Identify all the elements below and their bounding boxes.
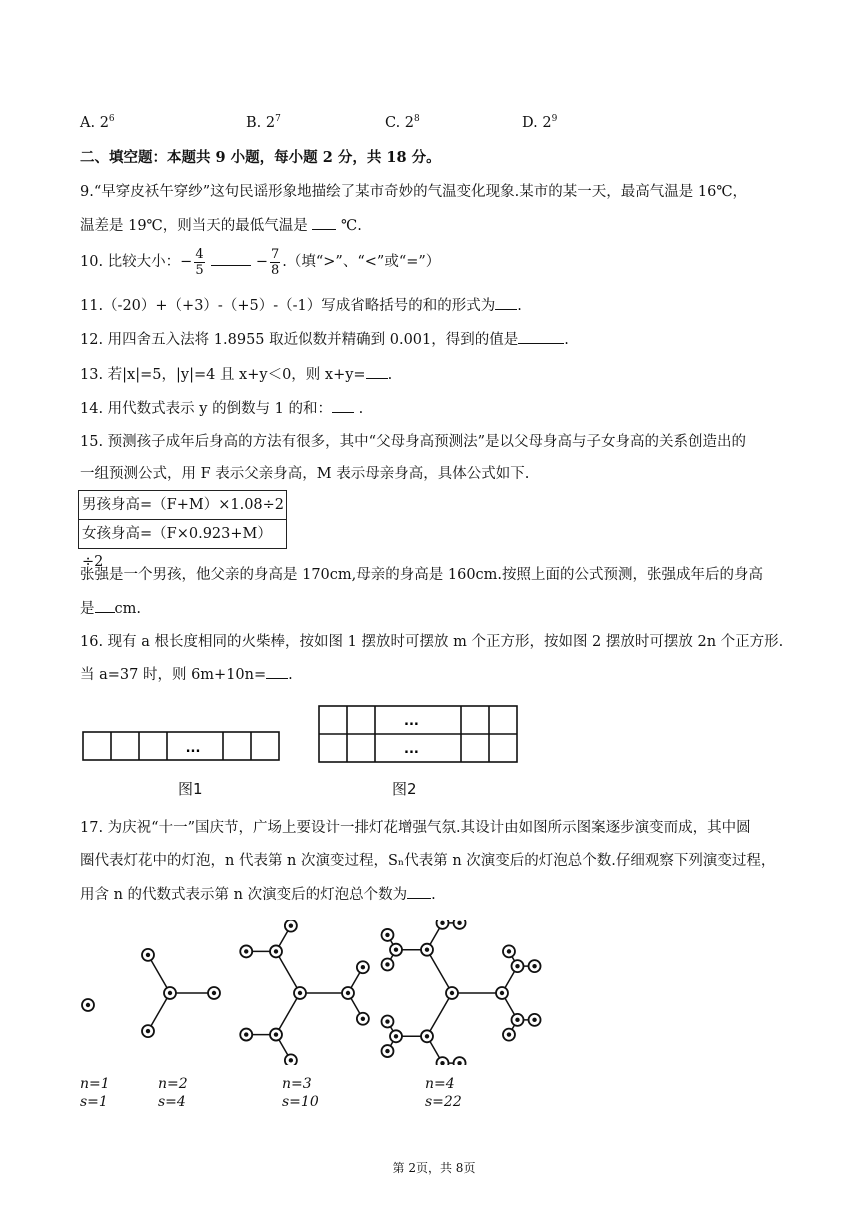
bulb-s1-0	[82, 999, 94, 1011]
q11: 11.（-20）+（+3）-（+5）-（-1）写成省略括号的和的形式为 .	[80, 295, 522, 316]
bulb-s3-2	[240, 945, 252, 957]
q12: 12. 用四舍五入法将 1.8955 取近似数并精确到 0.001，得到的值是 .	[80, 329, 569, 350]
bulb-s2-0	[164, 987, 176, 999]
option-b: B. $2^7$	[246, 114, 281, 131]
bulb-s4-21	[381, 1016, 393, 1028]
bulb-s4-1	[421, 944, 433, 956]
bulb-connector	[276, 951, 300, 993]
bulb-s4-13	[529, 1014, 541, 1026]
matchstick-figure-1	[80, 726, 286, 764]
q15-line2: 一组预测公式，用 F 表示父亲身高，M 表示母亲身高，具体公式如下.	[80, 466, 530, 482]
bulb-connector	[427, 993, 452, 1036]
stage-2-label: n=2 s=4	[158, 1076, 188, 1110]
bulb-s3-4	[342, 987, 354, 999]
q16-line2: 当 a=37 时，则 6m+10n= .	[80, 664, 293, 685]
q15-line1: 15. 预测孩子成年后身高的方法有很多，其中“父母身高预测法”是以父母身高与子女身高的关系创造出的	[80, 434, 746, 450]
fig2-caption: 图2	[392, 780, 417, 798]
bulb-s4-20	[381, 1045, 393, 1057]
bulb-s4-0	[446, 987, 458, 999]
bulb-s4-2	[390, 944, 402, 956]
stage-3-label: n=3 s=10	[282, 1076, 319, 1110]
bulb-s4-10	[503, 945, 515, 957]
bulb-s3-1	[270, 945, 282, 957]
bulb-s3-6	[357, 1013, 369, 1025]
page-footer: 第 2页，共 8页	[392, 1161, 476, 1175]
bulb-s4-15	[421, 1030, 433, 1042]
q10: 10. 比较大小：− $\frac{4}{5}$ − $\frac{7}{8}$ .（填“>”、“<”或“=”）	[80, 246, 441, 278]
q9-line2: 温差是 19℃，则当天的最低气温是 ℃.	[80, 215, 362, 236]
bulb-s4-16	[437, 1057, 449, 1065]
fig1-caption: 图1	[178, 780, 203, 798]
bulb-s3-9	[240, 1029, 252, 1041]
fraction-4-5: $\frac{4}{5}$	[195, 246, 204, 278]
formula-box	[78, 490, 287, 570]
q17-line1: 17. 为庆祝“十一”国庆节，广场上要设计一排灯花增强气氛.其设计由如图所示图案逐步演变而成，其中圆	[80, 820, 751, 836]
q15-line4: 是 cm.	[80, 598, 141, 619]
bulb-s4-8	[496, 987, 508, 999]
q9-line1: 9.“早穿皮袄午穿纱”这句民谣形象地描绘了某市奇妙的气温变化现象.某市的某一天，最高气温是 16℃，	[80, 184, 748, 200]
q16-line1: 16. 现有 a 根长度相同的火柴棒，按如图 1 摆放时可摆放 m 个正方形，按如图 2 摆放时可摆放 2n 个正方形.	[80, 634, 784, 650]
bulb-connector	[276, 993, 300, 1035]
bulb-s2-3	[142, 1025, 154, 1037]
stage-1-label: n=1 s=1	[80, 1076, 110, 1110]
bulb-evolution-figure	[70, 920, 560, 1065]
bulb-s3-7	[270, 1029, 282, 1041]
q14: 14. 用代数式表示 y 的倒数与 1 的和： .	[80, 398, 363, 419]
bulb-s4-5	[437, 920, 449, 929]
fig2-ellipsis-top: ...	[404, 714, 419, 729]
bulb-s2-1	[142, 949, 154, 961]
bulb-s4-19	[390, 1030, 402, 1042]
stage-4-label: n=4 s=22	[425, 1076, 462, 1110]
q15-line3: 张强是一个男孩，他父亲的身高是 170cm,母亲的身高是 160cm.按照上面的公式预测，张强成年后的身高	[80, 567, 764, 583]
bulb-s4-7	[454, 920, 466, 929]
option-d: D. $2^9$	[522, 114, 558, 131]
fraction-7-8: $\frac{7}{8}$	[270, 246, 280, 278]
formula-boy: 男孩身高=（F+M）×1.08÷2	[82, 497, 285, 513]
bulb-s3-0	[294, 987, 306, 999]
bulb-s4-12	[512, 1014, 524, 1026]
section-heading: 二、填空题：本题共 9 小题，每小题 2 分，共 18 分。	[80, 149, 441, 166]
bulb-s4-3	[381, 958, 393, 970]
bulb-s2-2	[208, 987, 220, 999]
bulb-connector	[427, 950, 452, 993]
fig2-ellipsis-bottom: ...	[404, 742, 419, 757]
matchstick-figure-2	[316, 703, 522, 765]
q13: 13. 若|x|=5，|y|=4 且 x+y＜0，则 x+y= .	[80, 364, 392, 385]
bulb-s3-8	[285, 1054, 297, 1065]
formula-girl: 女孩身高=（F×0.923+M）÷2	[79, 519, 286, 548]
bulb-s3-5	[357, 961, 369, 973]
option-c: C. $2^8$	[385, 114, 420, 131]
fig1-ellipsis: ...	[185, 741, 201, 756]
bulb-s4-4	[381, 929, 393, 941]
bulb-s4-11	[529, 960, 541, 972]
bulb-s3-3	[285, 920, 297, 932]
bulb-s4-9	[512, 960, 524, 972]
bulb-s4-17	[454, 1057, 466, 1065]
q17-line3: 用含 n 的代数式表示第 n 次演变后的灯泡总个数为 .	[80, 884, 436, 905]
option-a: A. $2^6$	[80, 114, 115, 131]
bulb-s4-14	[503, 1029, 515, 1041]
q17-line2: 圈代表灯花中的灯泡，n 代表第 n 次演变过程，Sₙ代表第 n 次演变后的灯泡总个数.仔细观察下列演变过程，	[80, 853, 776, 869]
